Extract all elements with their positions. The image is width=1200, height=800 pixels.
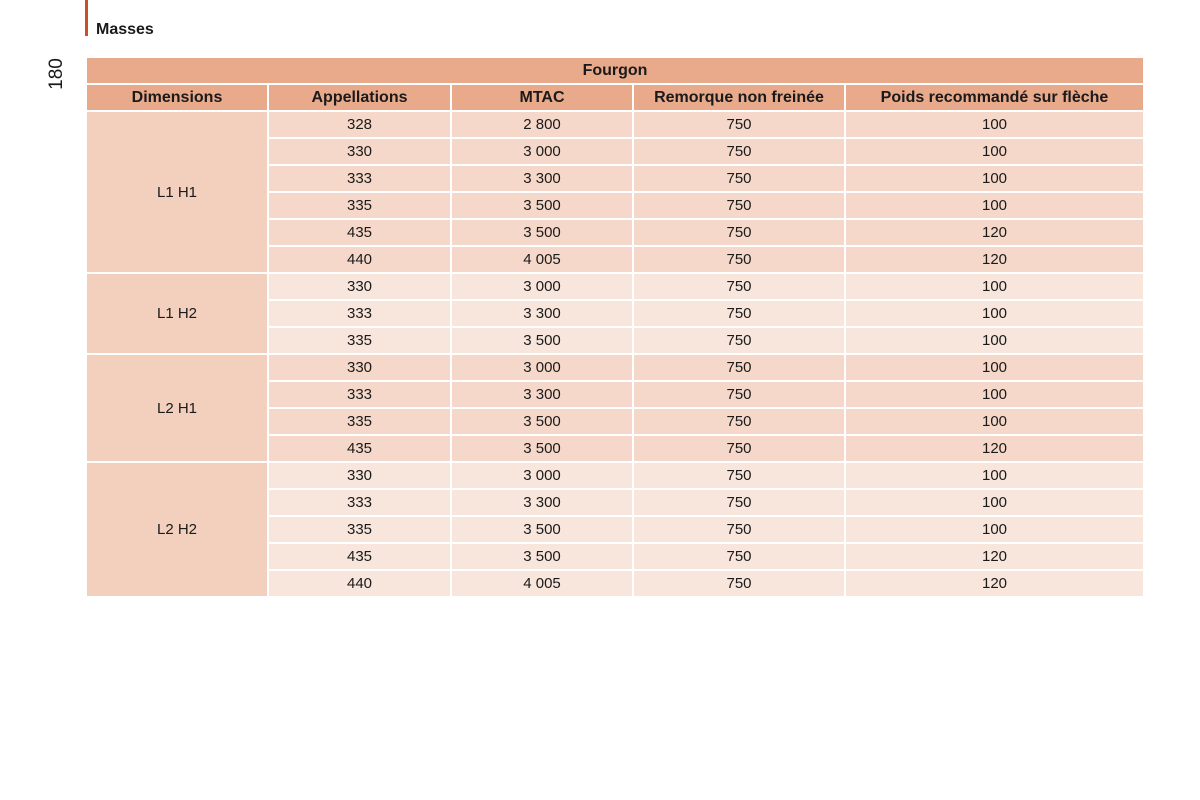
- remorque-cell: 750: [633, 111, 845, 138]
- dimension-cell: L2 H1: [86, 354, 268, 462]
- remorque-cell: 750: [633, 354, 845, 381]
- column-header-poids-fleche: Poids recommandé sur flèche: [845, 84, 1144, 111]
- mtac-cell: 3 500: [451, 543, 633, 570]
- appellation-cell: 435: [268, 435, 451, 462]
- table-title-row: [86, 57, 1144, 84]
- poids-fleche-cell: 120: [845, 570, 1144, 597]
- remorque-cell: 750: [633, 192, 845, 219]
- remorque-cell: 750: [633, 381, 845, 408]
- poids-fleche-cell: 100: [845, 516, 1144, 543]
- appellation-cell: 330: [268, 354, 451, 381]
- mtac-cell: 3 500: [451, 435, 633, 462]
- appellation-cell: 333: [268, 300, 451, 327]
- poids-fleche-cell: 120: [845, 246, 1144, 273]
- appellation-cell: 333: [268, 381, 451, 408]
- poids-fleche-cell: 120: [845, 435, 1144, 462]
- section-accent-bar: [85, 0, 88, 36]
- poids-fleche-cell: 100: [845, 273, 1144, 300]
- mtac-cell: 3 300: [451, 381, 633, 408]
- appellation-cell: 335: [268, 327, 451, 354]
- mtac-cell: 4 005: [451, 246, 633, 273]
- appellation-cell: 328: [268, 111, 451, 138]
- dimension-cell: L2 H2: [86, 462, 268, 597]
- remorque-cell: 750: [633, 543, 845, 570]
- table-row: [86, 111, 1144, 138]
- mtac-cell: 3 500: [451, 219, 633, 246]
- mtac-cell: 3 000: [451, 462, 633, 489]
- poids-fleche-cell: 100: [845, 138, 1144, 165]
- appellation-cell: 335: [268, 408, 451, 435]
- remorque-cell: 750: [633, 570, 845, 597]
- poids-fleche-cell: 100: [845, 408, 1144, 435]
- mtac-cell: 3 300: [451, 165, 633, 192]
- mtac-cell: 3 000: [451, 138, 633, 165]
- remorque-cell: 750: [633, 246, 845, 273]
- appellation-cell: 330: [268, 138, 451, 165]
- poids-fleche-cell: 100: [845, 165, 1144, 192]
- appellation-cell: 333: [268, 489, 451, 516]
- table-row: [86, 354, 1144, 381]
- appellation-cell: 330: [268, 462, 451, 489]
- remorque-cell: 750: [633, 408, 845, 435]
- mtac-cell: 2 800: [451, 111, 633, 138]
- remorque-cell: 750: [633, 273, 845, 300]
- remorque-cell: 750: [633, 219, 845, 246]
- poids-fleche-cell: 100: [845, 354, 1144, 381]
- table-row: [86, 273, 1144, 300]
- mtac-cell: 3 000: [451, 354, 633, 381]
- poids-fleche-cell: 100: [845, 489, 1144, 516]
- remorque-cell: 750: [633, 489, 845, 516]
- remorque-cell: 750: [633, 462, 845, 489]
- poids-fleche-cell: 120: [845, 543, 1144, 570]
- mtac-cell: 4 005: [451, 570, 633, 597]
- column-header-appellations: Appellations: [268, 84, 451, 111]
- appellation-cell: 435: [268, 543, 451, 570]
- table-head: [86, 57, 1144, 111]
- remorque-cell: 750: [633, 300, 845, 327]
- section-title: Masses: [96, 21, 154, 38]
- poids-fleche-cell: 100: [845, 327, 1144, 354]
- remorque-cell: 750: [633, 327, 845, 354]
- column-header-mtac: MTAC: [451, 84, 633, 111]
- remorque-cell: 750: [633, 165, 845, 192]
- dimension-cell: L1 H2: [86, 273, 268, 354]
- mtac-cell: 3 300: [451, 300, 633, 327]
- mtac-cell: 3 500: [451, 327, 633, 354]
- poids-fleche-cell: 100: [845, 111, 1144, 138]
- mtac-cell: 3 000: [451, 273, 633, 300]
- poids-fleche-cell: 120: [845, 219, 1144, 246]
- poids-fleche-cell: 100: [845, 300, 1144, 327]
- mtac-cell: 3 300: [451, 489, 633, 516]
- poids-fleche-cell: 100: [845, 381, 1144, 408]
- mtac-cell: 3 500: [451, 408, 633, 435]
- appellation-cell: 335: [268, 516, 451, 543]
- remorque-cell: 750: [633, 435, 845, 462]
- table-row: [86, 462, 1144, 489]
- table-body: [86, 111, 1144, 597]
- page-number: [46, 56, 68, 92]
- appellation-cell: 335: [268, 192, 451, 219]
- appellation-cell: 440: [268, 246, 451, 273]
- table-header-row: [86, 84, 1144, 111]
- column-header-remorque: Remorque non freinée: [633, 84, 845, 111]
- remorque-cell: 750: [633, 516, 845, 543]
- appellation-cell: 435: [268, 219, 451, 246]
- appellation-cell: 333: [268, 165, 451, 192]
- masses-table: [85, 56, 1145, 598]
- poids-fleche-cell: 100: [845, 192, 1144, 219]
- poids-fleche-cell: 100: [845, 462, 1144, 489]
- column-header-dimensions: Dimensions: [86, 84, 268, 111]
- mtac-cell: 3 500: [451, 516, 633, 543]
- mtac-cell: 3 500: [451, 192, 633, 219]
- appellation-cell: 440: [268, 570, 451, 597]
- dimension-cell: L1 H1: [86, 111, 268, 273]
- page-number-text: 180: [46, 58, 67, 90]
- remorque-cell: 750: [633, 138, 845, 165]
- appellation-cell: 330: [268, 273, 451, 300]
- table-title: Fourgon: [86, 57, 1144, 84]
